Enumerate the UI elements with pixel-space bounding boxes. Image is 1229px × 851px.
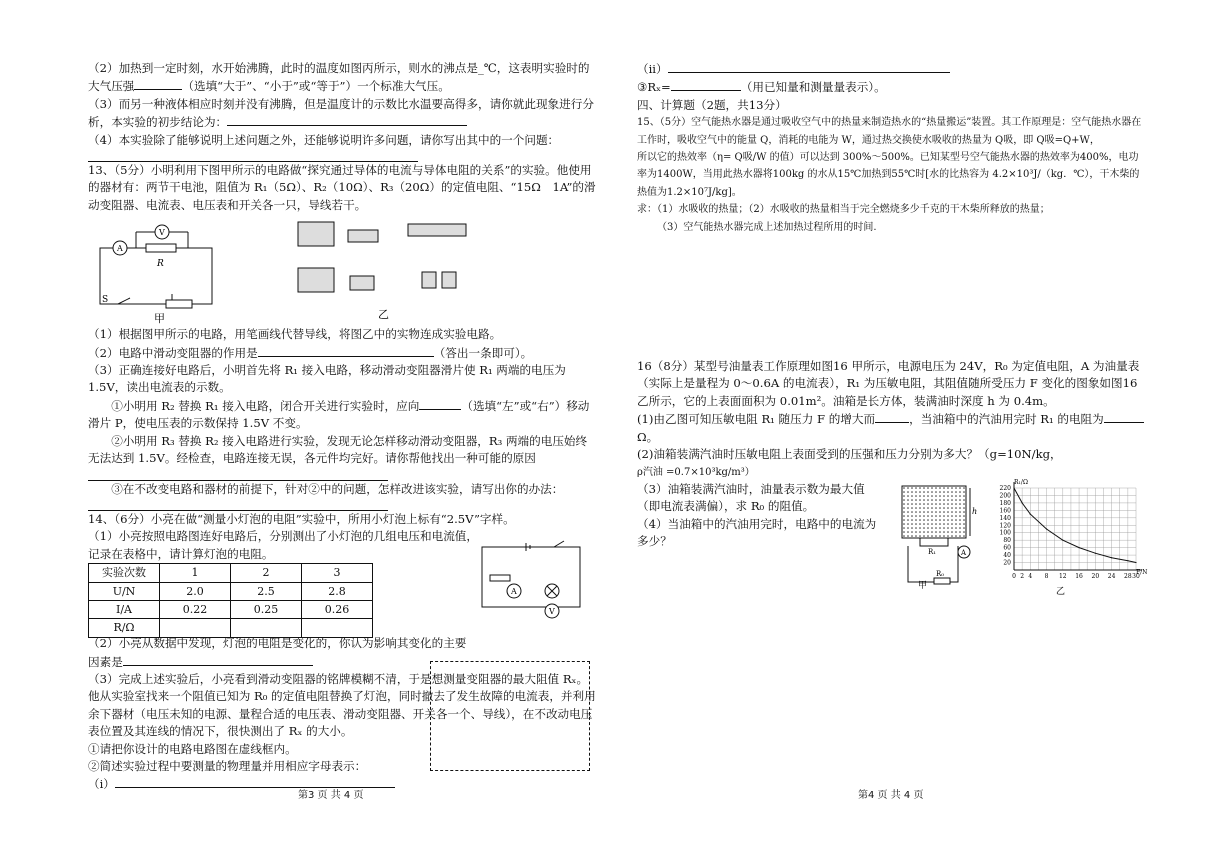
q16-part4: （4）当油箱中的汽油用完时，电路中的电流为多少？	[637, 516, 877, 549]
table-cell: 0.25	[231, 600, 302, 618]
chart-axes	[1014, 482, 1142, 570]
voltmeter-label: V	[549, 607, 555, 617]
q14-part3b: ②简述实验过程中要测量的物理量并用相应字母表示：	[88, 758, 367, 773]
switch-label: S	[102, 295, 109, 306]
q13-sub2: ②小明用 R₃ 替换 R₂ 接入电路进行实验，发现无论怎样移动滑动变阻器，R₃ 两端的电压始终无法达到 1.5V。经检查，电路连接无误，各元件均完好。请你帮他找出一种可能的原因	[88, 433, 588, 466]
page-footer-right: 第4 页 共 4 页	[858, 790, 924, 801]
voltmeter-label: V	[159, 228, 165, 238]
y-tick-label: 160	[999, 507, 1011, 515]
q14-part1: （1）小亮按照电路图连好电路后，分别测出了小灯泡的几组电压和电流值，记录在表格中，请计算灯泡的电阻。	[88, 529, 478, 561]
q16-part3: （3）油箱装满汽油时，油量表示数为最大值（即电流表满偏），求 R₀ 的阻值。	[637, 481, 865, 514]
oil-tank-circuit-jia	[898, 482, 988, 591]
blank[interactable]	[227, 113, 467, 126]
y-tick-label: 40	[1003, 552, 1011, 560]
x-tick-label: 12	[1058, 573, 1067, 580]
q15-questions: 求：（1）水吸收的热量；（2）水吸收的热量相当于完全燃烧多少千克的干木柴所释放的热量；	[637, 204, 1050, 216]
data-point	[1046, 528, 1047, 529]
y-tick-label: 200	[999, 492, 1011, 500]
y-tick-label: 60	[1003, 544, 1011, 552]
q14-part3a: ①请把你设计的电路电路图在虚线框内。	[88, 741, 297, 756]
data-table	[88, 563, 373, 638]
q12-part4: （4）本实验除了能够说明上述问题之外，还能够说明许多问题，请你写出其中的一个问题：	[88, 132, 560, 147]
section-heading: 四、计算题（2题，共13分）	[637, 97, 787, 112]
y-tick-label: 220	[999, 485, 1011, 492]
table-row	[89, 619, 373, 637]
blank[interactable]	[671, 78, 741, 91]
right-page	[637, 60, 1147, 551]
table-cell: I/A	[89, 600, 160, 618]
y-tick-label: 80	[1003, 537, 1011, 545]
blank[interactable]	[258, 344, 434, 357]
q13-intro: 13、（5分）小明利用下图甲所示的电路做“探究通过导体的电流与导体电阻的关系”的实验。他使用的器材有：两节干电池，阻值为 R₁（5Ω）、R₂（10Ω）、R₃（20Ω）的定值电阻、“15Ω 1A”的滑动变阻器、电流表、电压表和开关各一只，导线若干。	[88, 163, 596, 212]
data-point	[1022, 502, 1023, 503]
answer-box[interactable]	[430, 661, 590, 771]
chart-grid	[1014, 488, 1136, 570]
table-cell[interactable]	[231, 619, 302, 637]
y-tick-label: 100	[999, 529, 1011, 537]
ammeter-label: A	[511, 587, 517, 597]
x-tick-label: 24	[1107, 573, 1116, 580]
q16-part2b: ρ汽油 =0.7×10³kg/m³）	[637, 466, 755, 478]
q15-question3: （3）空气能热水器完成上述加热过程所用的时间.	[657, 221, 877, 233]
x-tick-label: 30	[1132, 573, 1140, 580]
table-cell: R/Ω	[89, 619, 160, 637]
data-point	[1111, 557, 1112, 558]
table-cell: U/N	[89, 582, 160, 600]
fig-label-yi: 乙	[1056, 587, 1066, 597]
q15-line2: 所以它的热效率（η= Q吸/W 的值）可以达到 300%～500%。已知某型号空气能热水器的热效率为400%，电功	[637, 152, 1139, 164]
circuit-diagram-lamp	[476, 541, 586, 621]
table-header: 1	[160, 564, 231, 582]
data-point	[1062, 540, 1063, 541]
q15-answer-space[interactable]	[637, 236, 1147, 358]
data-point	[1127, 560, 1128, 561]
x-tick-label: 8	[1044, 573, 1049, 580]
blank[interactable]	[875, 410, 909, 423]
table-header: 3	[302, 564, 373, 582]
x-tick-label: 20	[1091, 573, 1100, 580]
answer-line[interactable]	[88, 498, 388, 511]
x-tick-label: 2	[1020, 573, 1025, 580]
q16-part2: (2)油箱装满汽油时压敏电阻上表面受到的压强和压力分别为多大？（g=10N/kg，	[637, 447, 1062, 462]
y-tick-label: 20	[1003, 559, 1011, 567]
r1-label: R₁	[928, 548, 937, 556]
q14-table-area	[88, 563, 598, 635]
blank[interactable]	[419, 397, 461, 410]
table-header: 2	[231, 564, 302, 582]
table-cell: 2.0	[160, 582, 231, 600]
data-point	[1078, 547, 1079, 548]
q14-part3c-ii: （ii）	[637, 60, 1147, 78]
table-cell: 2.8	[302, 582, 373, 600]
q13-part2: （2）电路中滑动变阻器的作用是 （答出一条即可）。	[88, 345, 533, 360]
answer-line[interactable]	[88, 149, 418, 162]
data-point	[1135, 562, 1136, 563]
rx-expression: ③Rₓ= （用已知量和测量量表示）。	[637, 80, 886, 95]
q16-part1: (1)由乙图可知压敏电阻 R₁ 随压力 F 的增大而 ，当油箱中的汽油用完时 R₁ 的电阻为Ω。	[637, 410, 1147, 446]
q13-figure	[88, 214, 598, 326]
x-tick-label: 16	[1075, 573, 1083, 580]
q14-intro: 14、（6分）小亮在做“测量小灯泡的电阻”实验中，所用小灯泡上标有“2.5V”字样。	[88, 511, 515, 526]
data-point	[1095, 553, 1096, 554]
table-cell: 0.22	[160, 600, 231, 618]
table-cell[interactable]	[160, 619, 231, 637]
blank[interactable]	[1104, 410, 1144, 423]
data-point	[1030, 513, 1031, 514]
q13-sub3: ③在不改变电路和器材的前提下，针对②中的问题，怎样改进该实验，请写出你的办法：	[111, 481, 564, 496]
chart-xlabel: F/N	[1136, 569, 1148, 576]
x-tick-label: 28	[1124, 573, 1132, 580]
table-row	[89, 600, 373, 618]
blank[interactable]	[123, 653, 313, 666]
table-cell[interactable]	[302, 619, 373, 637]
fig-label-jia: 甲	[918, 581, 928, 591]
table-cell: 0.26	[302, 600, 373, 618]
x-tick-label: 0	[1012, 573, 1016, 580]
q13-sub1: ①小明用 R₂ 替换 R₁ 接入电路，闭合开关进行实验时，应向 （选填“左”或“右”）移动滑片 P，使电压表的示数保持 1.5V 不变。	[88, 398, 590, 431]
circuit-diagram-jia	[88, 214, 598, 326]
fig-label-yi: 乙	[378, 308, 389, 322]
table-cell: 2.5	[231, 582, 302, 600]
table-row	[89, 582, 373, 600]
q12-part3: （3）而另一种液体相应时刻并没有沸腾，但是温度计的示数比水温要高得多，请你就此现象进行分析，本实验的初步结论为：	[88, 96, 594, 130]
answer-line[interactable]	[88, 468, 388, 481]
ammeter-label: A	[961, 549, 967, 557]
answer-line[interactable]	[668, 60, 950, 73]
q14-part2: （2）小亮从数据中发现，灯泡的电阻是变化的，你认为影响其变化的主要因素是	[88, 636, 467, 669]
q13-part3: （3）正确连接好电路后，小明首先将 R₁ 接入电路，移动滑动变阻器滑片使 R₁ 两端的电压为 1.5V，读出电流表的示数。	[88, 363, 566, 395]
depth-label: h	[972, 507, 978, 516]
table-header: 实验次数	[89, 564, 160, 582]
ammeter-label: A	[117, 244, 123, 254]
q15-line1: 15、（5分）空气能热水器是通过吸收空气中的热量来制造热水的“热量搬运”装置。其工作原理是：空气能热水器在工作时，吸收空气中的能量 Q，消耗的电能为 W，通过热交换使水吸收的热量为 Q吸，即 Q吸=Q+W，	[637, 117, 1142, 146]
y-tick-label: 180	[999, 499, 1011, 507]
y-tick-label: 140	[999, 514, 1011, 522]
blank[interactable]	[134, 77, 182, 90]
q13-part1: （1）根据图甲所示的电路，用笔画线代替导线，将图乙中的实物连成实验电路。	[88, 327, 502, 342]
resistance-force-chart	[992, 478, 1152, 596]
r0-label: R₀	[936, 570, 945, 578]
table-header-row	[89, 564, 373, 582]
y-tick-label: 120	[999, 522, 1011, 530]
fig-label-jia: 甲	[154, 312, 165, 326]
chart-ylabel: R₁/Ω	[1014, 479, 1028, 486]
q15-line3: 率为1400W，当用此热水器将100kg 的水从15℃加热到55℃时[水的比热容为 4.2×10³J/（kg．℃），干木柴的热值为1.2×10⁷J/kg]。	[637, 169, 1140, 198]
data-point	[1013, 487, 1014, 488]
x-tick-label: 4	[1028, 573, 1033, 580]
page-footer-left: 第3 页 共 4 页	[298, 790, 364, 801]
resistor-label: R	[157, 259, 164, 270]
q16-intro: 16（8分）某型号油量表工作原理如图16 甲所示，电源电压为 24V，R₀ 为定值电阻，A 为油量表（实际上是量程为 0～0.6A 的电流表），R₁ 为压敏电阻，其阻值随所受压力 F 变化的图象如图16 乙所示，它的上表面面积为 0.01m²。油箱是长方体，装满油时深度 h 为 0.4m。	[637, 359, 1140, 408]
q14-part3c: （i）	[88, 775, 598, 793]
q14-part3-intro: （3）完成上述实验后，小亮看到滑动变阻器的铭牌模糊不清，于是想测量变阻器的最大阻值 Rₓ。他从实验室找来一个阻值已知为 R₀ 的定值电阻替换了灯泡，同时撤去了发生故障的电流表，并利用余下器材（电压未知的电源、量程合适的电压表、滑动变阻器、开关各一个、导线），在不改动电压表位置及其连线的情况下，很快测出了 Rₓ 的大小。	[88, 671, 596, 739]
q12-part2: （2）加热到一定时刻，水开始沸腾，此时的温度如图丙所示，则水的沸点是_℃，这表明实验时的大气压强 （选填“大于”、“小于”或“等于”）一个标准大气压。	[88, 61, 590, 94]
